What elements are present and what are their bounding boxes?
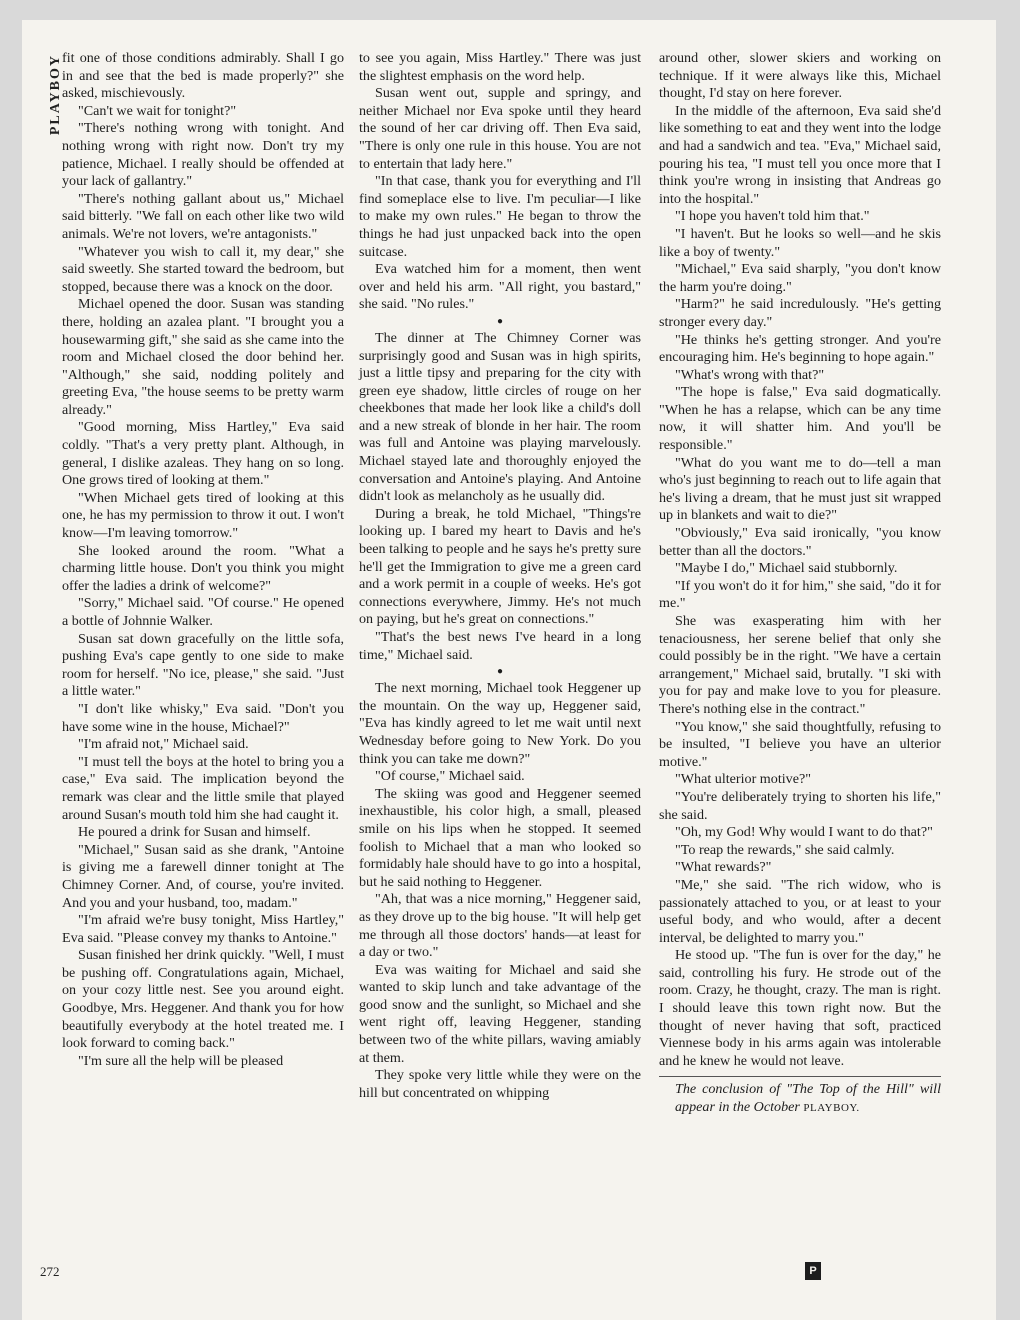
paragraph: She was exasperating him with her tenaciousness, her serene belief that only she could possibly be in the right. "We have a certain arrangement," Michael said, brutally. "I ski with you for pay and make love to you for pleasure. There's nothing else in the contract.": [659, 613, 941, 717]
paragraph: "Sorry," Michael said. "Of course." He opened a bottle of Johnnie Walker.: [62, 595, 344, 629]
paragraph: "I'm afraid not," Michael said.: [78, 736, 249, 753]
divider: [659, 1076, 941, 1077]
paragraph: "Me," she said. "The rich widow, who is passionately attached to you, or at least to your useful body, and who would, after a decent interval, be delighted to marry you.": [659, 876, 941, 946]
paragraph: Eva was waiting for Michael and said she wanted to skip lunch and take advantage of the good snow and the sunlight, so Michael and she went right off, leaving Heggener, standing between two of the white pillars, waving amiably at them.: [359, 961, 641, 1066]
paragraph: "I'm sure all the help will be pleased: [78, 1052, 284, 1069]
paragraph: "You're deliberately trying to shorten his life," she said.: [659, 788, 941, 823]
paragraph: "I'm afraid we're busy tonight, Miss Hartley," Eva said. "Please convey my thanks to Antoine.": [62, 912, 344, 946]
paragraph: Susan sat down gracefully on the little sofa, pushing Eva's cape gently to one side to make room for herself. "No ice, please," she said. "Just a little water.": [62, 630, 344, 700]
continuation-text: The conclusion of "The Top of the Hill" will appear in the October: [675, 1081, 941, 1116]
paragraph: "That's the best news I've heard in a long time," Michael said.: [359, 629, 641, 663]
column-2: [359, 50, 641, 1102]
end-mark-icon: P: [805, 1262, 821, 1280]
paragraph: During a break, he told Michael, "Things're looking up. I bared my heart to Davis and he's been talking to people and he says he's pretty sure he'll get the Immigration to give me a green card and a work permit in a couple of weeks. He's got connections everywhere, Jimmy. He's not much on paying, but he's great on connections.": [359, 505, 641, 628]
paragraph: "I must tell the boys at the hotel to bring you a case," Eva said. The implication beyond the remark was clear and the little smile that played around Susan's mouth told him she had caught it.: [62, 753, 344, 823]
paragraph: Susan finished her drink quickly. "Well, I must be pushing off. Congratulations again, Michael, on your cozy little nest. See you around eight. Goodbye, Mrs. Heggener. And thank you for how beautifully everybody at the hotel treated me. I look forward to coming back.": [62, 947, 344, 1052]
paragraph: They spoke very little while they were on the hill but concentrated on whipping: [359, 1067, 641, 1101]
magazine-page: [22, 20, 996, 1320]
section-separator: ●: [496, 315, 504, 327]
paragraph: "I don't like whisky," Eva said. "Don't you have some wine in the house, Michael?": [62, 700, 344, 735]
paragraph: "You know," she said thoughtfully, refusing to be insulted, "I believe you have an ulterior motive.": [659, 718, 941, 770]
paragraph: He stood up. "The fun is over for the day," he said, controlling his fury. He strode out of the room. Crazy, he thought, crazy. The man is right. I should leave this town right now. But the thought of never having that soft, practiced Viennese body in his arms again was intolerable and he knew he would not leave.: [659, 947, 941, 1069]
paragraph: "What ulterior motive?": [675, 771, 811, 788]
paragraph: The dinner at The Chimney Corner was surprisingly good and Susan was in high spirits, just a little tipsy and preparing for the city with green eye shadow, little circles of rouge on her cheekbones that made her look like a child's doll and a new streak of blonde in her hair. The room was full and Antoine was playing marvelously. Michael stayed late and thoroughly enjoyed the conversation and Antoine's playing. And Antoine didn't look as melancholy as he usually did.: [359, 329, 641, 505]
paragraph: "Harm?" he said incredulously. "He's getting stronger every day.": [659, 296, 941, 330]
paragraph: "When Michael gets tired of looking at this one, he has my permission to throw it out. I won't know—I'm leaving tomorrow.": [62, 489, 344, 542]
magazine-name: PLAYBOY.: [803, 1102, 860, 1115]
paragraph: "He thinks he's getting stronger. And you're encouraging him. He's beginning to hope again.": [659, 331, 941, 366]
paragraph: "Oh, my God! Why would I want to do that?": [675, 824, 933, 841]
paragraph: "I hope you haven't told him that.": [675, 208, 870, 225]
paragraph: "I haven't. But he looks so well—and he skis like a boy of twenty.": [659, 225, 941, 260]
paragraph: He poured a drink for Susan and himself.: [78, 824, 311, 841]
paragraph: "To reap the rewards," she said calmly.: [675, 841, 895, 858]
paragraph: fit one of those conditions admirably. Shall I go in and see that the bed is made properly?" she asked, mischievously.: [62, 50, 344, 102]
paragraph: Eva watched him for a moment, then went over and held his arm. "All right, you bastard," she said. "No rules.": [359, 261, 641, 313]
paragraph: "Michael," Susan said as she drank, "Antoine is giving me a farewell dinner tonight at The Chimney Corner. And, of course, you're invited. And you and your husband, too, madam.": [62, 841, 344, 911]
continuation-note: [659, 1081, 941, 1117]
paragraph: "Good morning, Miss Hartley," Eva said coldly. "That's a very pretty plant. Although, in general, I dislike azaleas. They hang on so long. One grows tired of looking at them.": [62, 419, 344, 489]
section-separator: ●: [496, 666, 504, 678]
paragraph: Michael opened the door. Susan was standing there, holding an azalea plant. "I brought you a housewarming gift," she said as she came into the room and Michael closed the door behind her. "Although," she said, nodding politely and greeting Eva, "the house seems to be pretty warm already.": [62, 296, 344, 418]
page-number: 272: [40, 1264, 60, 1279]
paragraph: "Michael," Eva said sharply, "you don't know the harm you're doing.": [659, 261, 941, 295]
paragraph: "Can't we wait for tonight?": [78, 102, 237, 119]
paragraph: to see you again, Miss Hartley." There was just the slightest emphasis on the word help.: [359, 50, 641, 84]
paragraph: "What do you want me to do—tell a man who's just beginning to reach out to life again that he's living a dream, that he must just sit wrapped up in blankets and wait to die?": [659, 454, 941, 524]
paragraph: "There's nothing gallant about us," Michael said bitterly. "We fall on each other like two wild animals. We're not lovers, we're antagonists.": [62, 190, 344, 242]
paragraph: Susan went out, supple and springy, and neither Michael nor Eva spoke until they heard the sound of her car driving off. Then Eva said, "There is only one rule in this house. You are not to entertain that lady here.": [359, 85, 641, 172]
paragraph: "What rewards?": [675, 859, 772, 876]
paragraph: "There's nothing wrong with tonight. And nothing wrong with right now. Don't try my patience, Michael. I really should be offended at your lack of gallantry.": [62, 120, 344, 190]
paragraph: "What's wrong with that?": [675, 366, 825, 383]
paragraph: "Of course," Michael said.: [375, 768, 525, 785]
masthead: PLAYBOY: [48, 54, 63, 136]
paragraph: In the middle of the afternoon, Eva said she'd like something to eat and they went into the lodge and had a sandwich and tea. "Eva," Michael said, pouring his tea, "I must tell you once more that I think you're wrong in insisting that Andreas go into the hospital.": [659, 102, 941, 207]
paragraph: "The hope is false," Eva said dogmatically. "When he has a relapse, which can be any time now, it will shatter him. And you'll be responsible.": [659, 384, 941, 454]
paragraph: "Whatever you wish to call it, my dear," she said sweetly. She started toward the bedroom, but stopped, because there was a knock on the door.: [62, 243, 344, 295]
paragraph: "Obviously," Eva said ironically, "you know better than all the doctors.": [659, 525, 941, 559]
paragraph: "If you won't do it for him," she said, "do it for me.": [659, 577, 941, 612]
paragraph: The skiing was good and Heggener seemed inexhaustible, his color high, a small, pleased smile on his lips when he stopped. It seemed foolish to Michael that a man who looked so formidably hale should have to go into a hospital, but he said nothing to Heggener.: [359, 785, 641, 890]
column-3: [659, 50, 941, 1118]
column-1: [62, 50, 344, 1070]
paragraph: "Ah, that was a nice morning," Heggener said, as they drove up to the big house. "It will help get me through all those doctors' hands—at least for a day or two.": [359, 891, 641, 961]
paragraph: "In that case, thank you for everything and I'll find someplace else to live. I'm peculiar—I like to make my own rules." He began to throw the things he had just unpacked back into the open suitcase.: [359, 173, 641, 260]
paragraph: The next morning, Michael took Heggener up the mountain. On the way up, Heggener said, "Eva has kindly agreed to let me wait until next Wednesday before going to New York. Do you think you can take me down?": [359, 680, 641, 767]
paragraph: "Maybe I do," Michael said stubbornly.: [675, 560, 898, 577]
paragraph: around other, slower skiers and working on technique. If it were always like this, Michael thought, I'd stay on here forever.: [659, 50, 941, 102]
paragraph: She looked around the room. "What a charming little house. Don't you think you might offer the ladies a drink of welcome?": [62, 542, 344, 594]
